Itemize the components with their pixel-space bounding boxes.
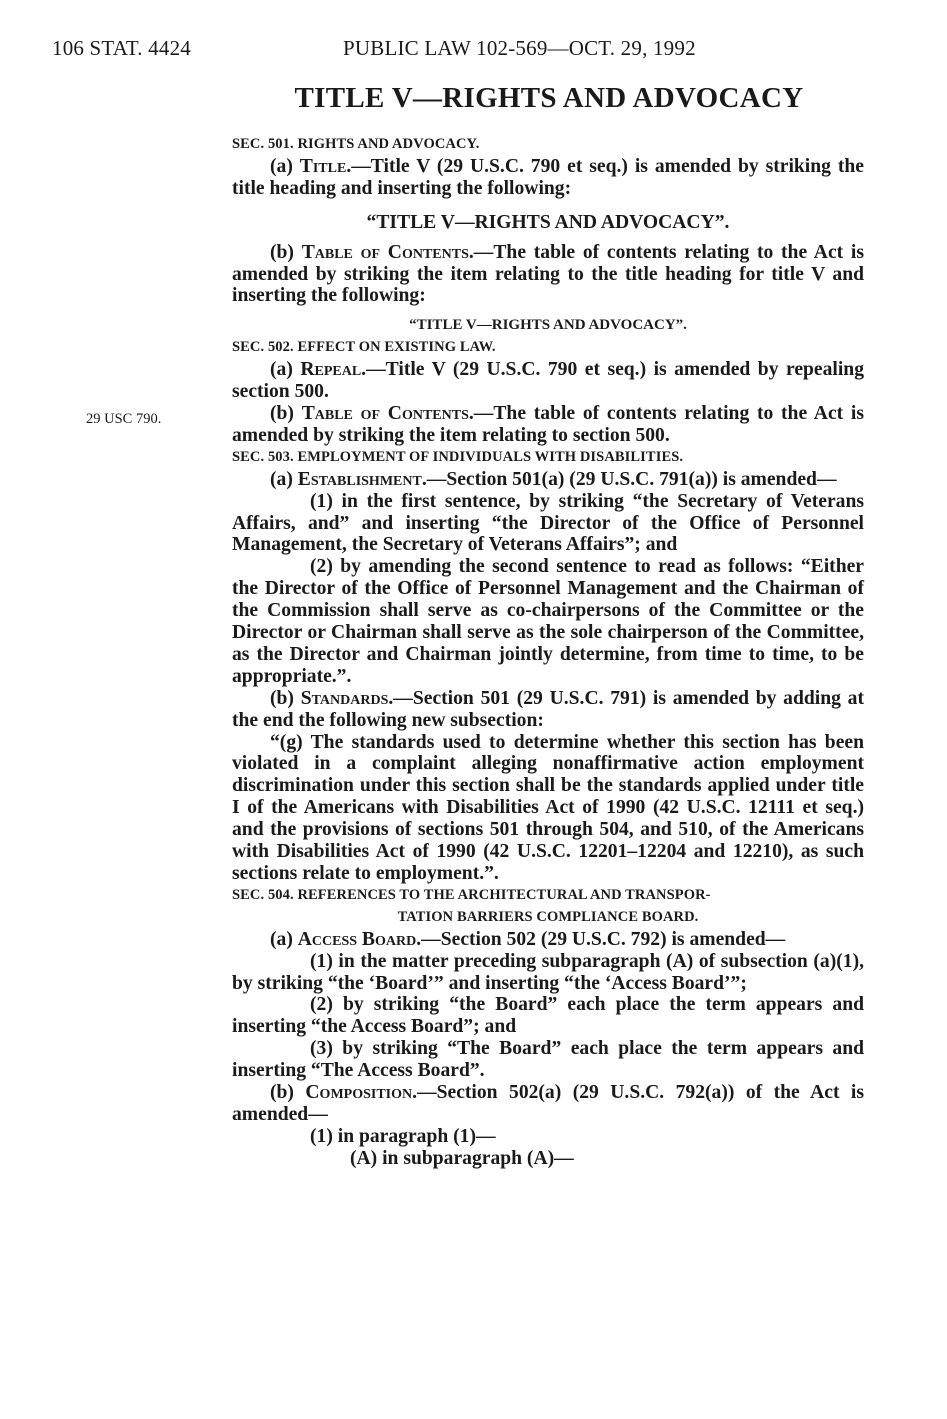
subsection-caption: Standards — [300, 687, 389, 709]
sec503-subsection-b: (b) Standards.—Section 501 (29 U.S.C. 791) is amended by adding at the end the following new subsection: — [232, 687, 864, 731]
section-502-heading: SEC. 502. EFFECT ON EXISTING LAW. — [232, 339, 496, 356]
page-reference: 106 STAT. 4424 — [52, 36, 191, 60]
subsection-caption: Repeal — [300, 359, 362, 381]
sec501-inserted-heading: “TITLE V—RIGHTS AND ADVOCACY”. — [366, 211, 730, 233]
subsection-caption: Title — [299, 155, 347, 177]
statute-body — [232, 134, 864, 1170]
subsection-caption: Table of Contents — [301, 241, 469, 263]
sec503-paragraph-2: (2) by amending the second sentence to read as follows: “Either the Director of the Office of Personnel Management and the Chairman of the Commission shall serve as co-chairpersons of the Committee or the Director or Chairman shall serve as the sole chairperson of the Committee, as the Director and Chairman jointly determine, from time to time, to be appropriate.”. — [232, 556, 864, 687]
title-heading: TITLE V—RIGHTS AND ADVOCACY — [294, 82, 804, 114]
section-504-heading: SEC. 504. REFERENCES TO THE ARCHITECTURAL AND TRANSPOR- TATION BARRIERS COMPLIANCE BOARD. — [232, 886, 711, 925]
sec503-new-subsection-g: “(g) The standards used to determine whether this section has been violated in a complaint alleging nonaffirmative action employment discrimination under this section shall be the standards applied under title I of the Americans with Disabilities Act of 1990 (42 U.S.C. 12111 et seq.) and the provisions of sections 501 through 504, and 510, of the Americans with Disabilities Act of 1990 (42 U.S.C. 12201–12204 and 12210), as such sections relate to employment.”. — [232, 731, 864, 884]
sec504-paragraph-3: (3) by striking “The Board” each place the term appears and inserting “The Access Board”. — [232, 1038, 864, 1082]
section-503-heading: SEC. 503. EMPLOYMENT OF INDIVIDUALS WITH DISABILITIES. — [232, 448, 684, 465]
sec503-subsection-a: (a) Establishment.—Section 501(a) (29 U.S.C. 791(a)) is amended— — [270, 468, 837, 490]
sec502-subsection-b: (b) Table of Contents.—The table of contents relating to the Act is amended by striking the item relating to section 500. — [232, 402, 864, 446]
margin-citation: 29 USC 790. — [86, 411, 162, 427]
sec501-subsection-a: (a) Title.—Title V (29 U.S.C. 790 et seq.) is amended by striking the title heading and inserting the following: — [232, 155, 864, 199]
subsection-caption: Establishment — [297, 468, 422, 490]
sec503-paragraph-1: (1) in the first sentence, by striking “the Secretary of Veterans Affairs, and” and inserting “the Director of the Office of Personnel Management, the Secretary of Veterans Affairs”; and — [232, 490, 864, 556]
section-501-heading: SEC. 501. RIGHTS AND ADVOCACY. — [232, 136, 480, 152]
sec502-subsection-a: (a) Repeal.—Title V (29 U.S.C. 790 et seq.) is amended by repealing section 500. — [232, 359, 864, 403]
subsection-caption: Composition — [305, 1082, 413, 1104]
sec504-subsection-a: (a) Access Board.—Section 502 (29 U.S.C. 792) is amended— — [270, 928, 786, 950]
sec504-b-subparagraph-A: (A) in subparagraph (A)— — [350, 1147, 574, 1169]
subsection-caption: Table of Contents — [301, 402, 469, 424]
sec501-subsection-b: (b) Table of Contents.—The table of contents relating to the Act is amended by striking the item relating to the title heading for title V and inserting the following: — [232, 241, 864, 307]
sec504-subsection-b: (b) Composition.—Section 502(a) (29 U.S.C. 792(a)) of the Act is amended— — [232, 1082, 864, 1125]
sec504-b-paragraph-1: (1) in paragraph (1)— — [310, 1125, 496, 1147]
sec501-toc-insert: “TITLE V—RIGHTS AND ADVOCACY”. — [409, 317, 687, 334]
sec504-paragraph-2: (2) by striking “the Board” each place the term appears and inserting “the Access Board”; and — [232, 994, 864, 1038]
sec504-paragraph-1: (1) in the matter preceding subparagraph (A) of subsection (a)(1), by striking “the ‘Board’” and inserting “the ‘Access Board’”; — [232, 950, 864, 994]
running-head: PUBLIC LAW 102-569—OCT. 29, 1992 — [343, 36, 696, 60]
subsection-caption: Access Board — [297, 928, 417, 950]
